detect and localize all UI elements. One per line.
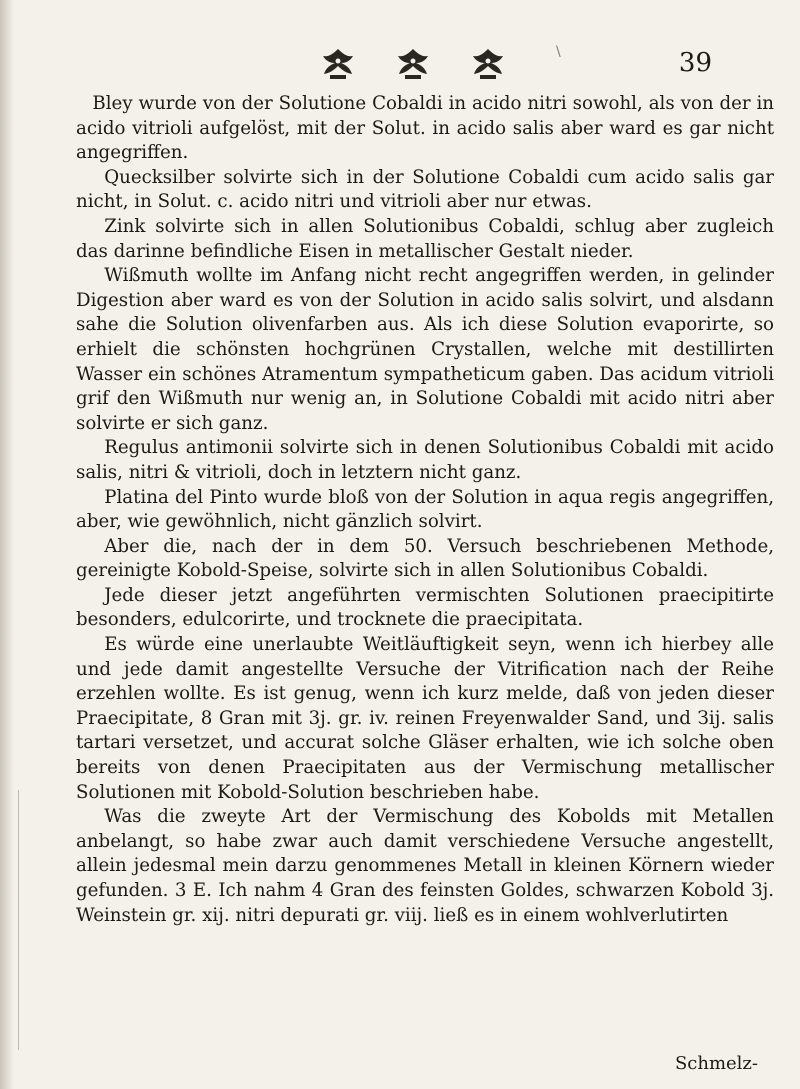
paragraph-kobold-speise: Aber die, nach der in dem 50. Versuch beschriebenen Methode, gereinigte Kobold-Speise, solvirte sich in allen Solutionibus Cobaldi. [76,535,774,582]
header-ornaments [318,44,508,84]
flower-ornament-icon [318,46,358,82]
paragraph-praecipitata: Jede dieser jetzt angeführten vermischten Solutionen praecipitirte besonders, edulcorirte, und trocknete die praecipitata. [76,584,774,631]
paragraph-quecksilber: Quecksilber solvirte sich in der Solutione Cobaldi cum acido salis gar nicht, in Solut. c. acido nitri und vitrioli aber nur etwas. [76,166,774,213]
page-edge-shadow [0,0,14,1089]
print-mark: \ [556,44,561,60]
paragraph-metallen: Was die zweyte Art der Vermischung des Kobolds mit Metallen anbelangt, so habe zwar auch damit verschiedene Versuche angestellt, allein jedesmal mein darzu genommenes Metall in kleinen Körnern wieder gefunden. 3 E. Ich nahm 4 Gran des feinsten Goldes, schwarzen Kobold Зj. Weinstein gr. xij. nitri depurati gr. viij. ließ es in einem wohlverlutirten [76,806,774,926]
paragraph-zink: Zink solvirte sich in allen Solutionibus Cobaldi, schlug aber zugleich das darinne befindliche Eisen in metallischer Gestalt nieder. [76,215,774,262]
paragraph-bley: Bley wurde von der Solutione Cobaldi in acido nitri sowohl, als von der in acido vitrioli aufgelöst, mit der Solut. in acido salis aber ward es gar nicht angegriffen. [76,93,774,164]
page-header [0,44,800,84]
paragraph-regulus: Regulus antimonii solvirte sich in denen Solutionibus Cobaldi mit acido salis, nitri & vitrioli, doch in letztern nicht ganz. [76,437,774,483]
paragraph-vitrification: Es würde eine unerlaubte Weitläuftigkeit seyn, wenn ich hierbey alle und jede damit angestellte Versuche der Vitrification nach der Reihe erzehlen wollte. Es ist genug, wenn ich kurz melde, daß von jeden dieser Praecipitate, 8 Gran mit 3j. gr. iv. reinen Freyenwalder Sand, und Зij. salis tartari versetzet, und accurat solche Gläser erhalten, wie ich solche oben bereits von denen Praecipitaten aus der Vermischung metallischer Solutionen mit Kobold-Solution beschrieben habe. [76,634,774,803]
paragraph-wissmuth: Wißmuth wollte im Anfang nicht recht angegriffen werden, in gelinder Digestion aber ward es von der Solution in acido salis solvirt, und alsdann sahe die Solution olivenfarben aus. Als ich diese Solution evaporirte, so erhielt die schönsten hochgrünen Crystallen, welche mit destillirten Wasser ein schönes Atramentum sympatheticum gaben. Das acidum vitrioli grif den Wißmuth nur wenig an, in Solutione Cobaldi mit acido nitri aber solvirte er sich ganz. [76,265,774,434]
body-text [76,92,774,928]
page-number: 39 [678,48,712,78]
flower-ornament-icon [393,46,433,82]
margin-rule [18,790,19,1050]
paragraph-platina: Platina del Pinto wurde bloß von der Solution in aqua regis angegriffen, aber, wie gewöhnlich, nicht gänzlich solvirt. [76,486,774,533]
flower-ornament-icon [468,46,508,82]
catchword: Schmelz- [674,1053,758,1074]
